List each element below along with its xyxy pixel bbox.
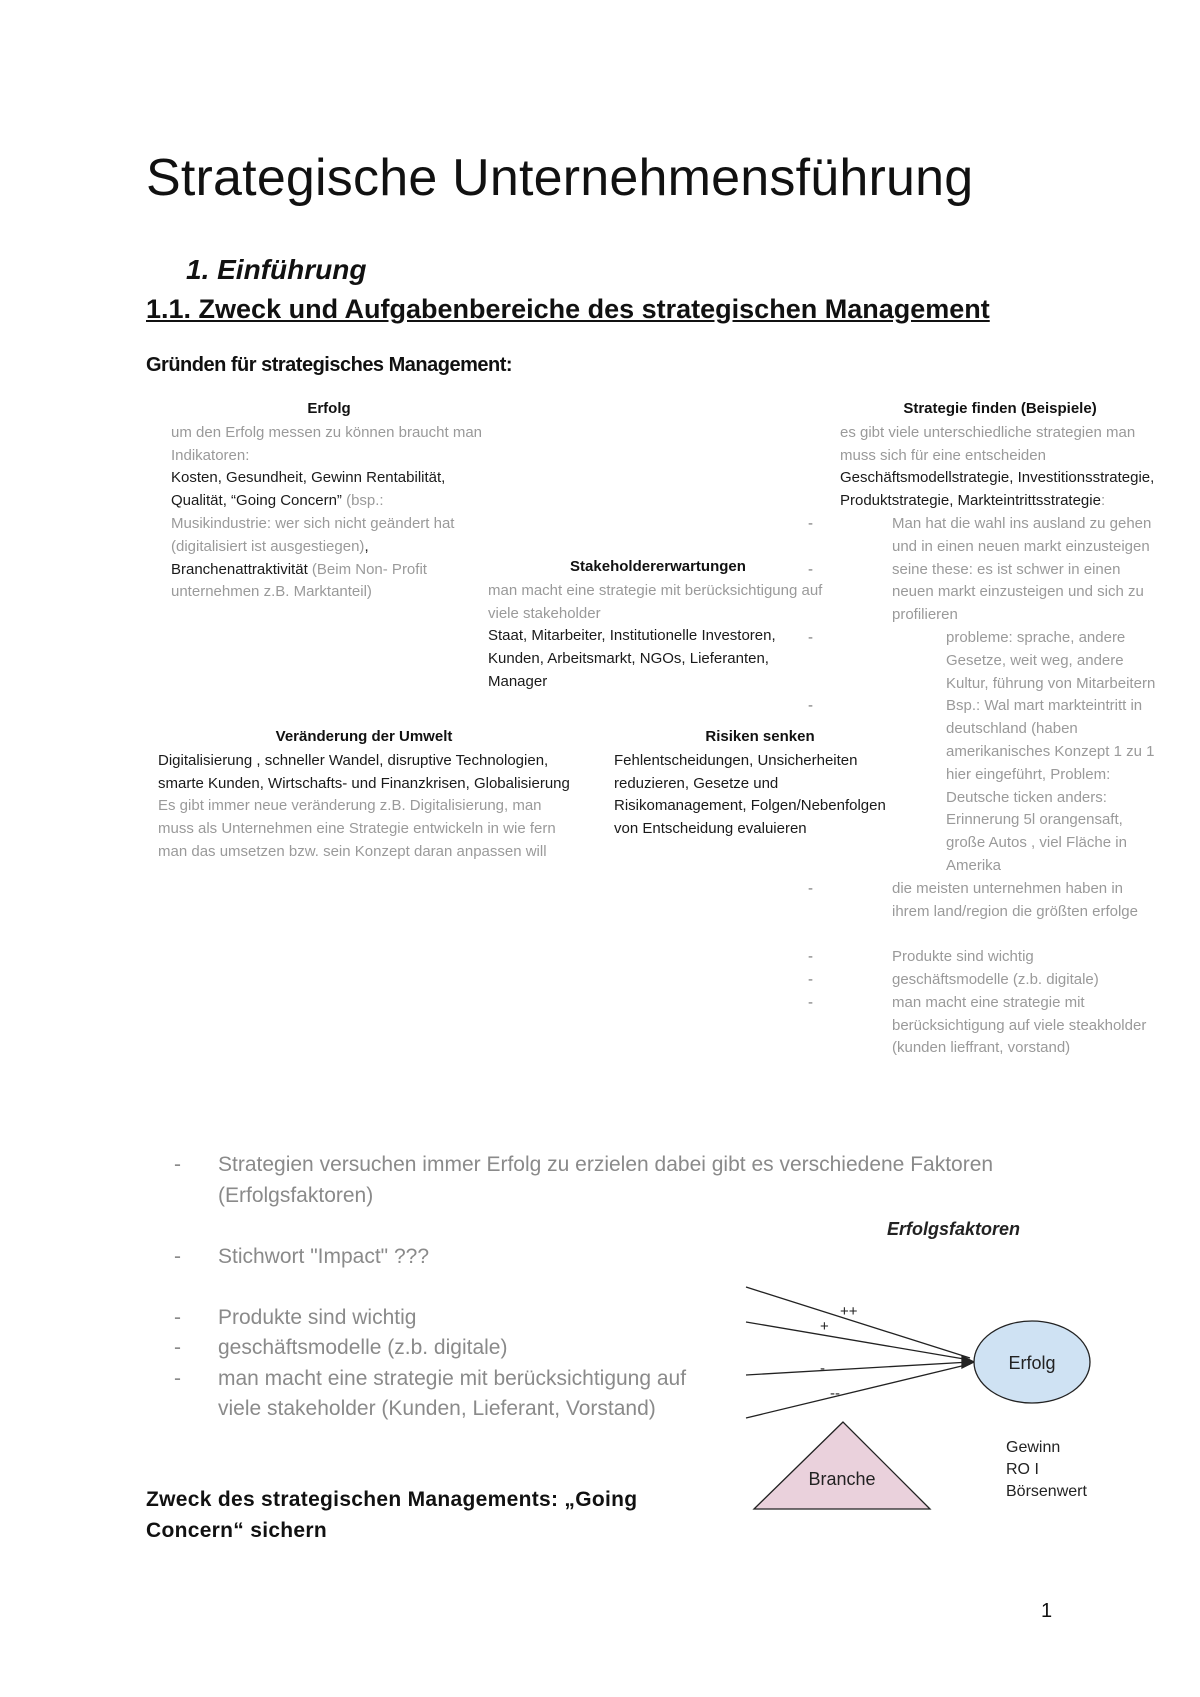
- strategie-text: [840, 467, 1160, 513]
- diagram-title: Erfolgsfaktoren: [887, 1219, 1021, 1239]
- stakeholder-items: Staat, Mitarbeiter, Institutionelle Investoren, Kunden, Arbeitsmarkt, NGOs, Lieferanten, Manager: [488, 627, 776, 690]
- list-item: - Stichwort "Impact" ???: [174, 1242, 1074, 1273]
- strategie-intro: es gibt viele unterschiedliche strategien man muss sich für eine entscheiden: [840, 423, 1136, 464]
- sign-double-minus: --: [830, 1385, 840, 1402]
- stakeholder-intro: man macht eine strategie mit berücksichtigung auf viele stakeholder: [488, 581, 823, 622]
- branche-triangle: [754, 1422, 930, 1509]
- purpose-statement: Zweck des strategischen Managements: „Going Concern“ sichern: [146, 1488, 638, 1542]
- factor-arrow: [746, 1364, 970, 1418]
- erfolg-note2: (Beim Non- Profit unternehmen z.B. Marktanteil): [171, 560, 427, 601]
- erfolg-items: Kosten, Gesundheit, Gewinn Rentabilität, Qualität, “Going Concern”: [171, 469, 446, 510]
- erfolg-comma: ,: [364, 537, 369, 555]
- strategie-items: Geschäftsmodellstrategie, Investitionsstrategie, Produktstrategie, Markteintrittsstrategie: [840, 469, 1155, 510]
- sign-minus: -: [820, 1360, 825, 1377]
- list-item: - die meisten unternehmen haben in ihrem land/region die größten erfolge: [840, 878, 1160, 924]
- umwelt-items: Digitalisierung , schneller Wandel, disruptive Technologien, smarte Kunden, Wirtschafts- und Finanzkrisen, Globalisierung: [158, 751, 570, 792]
- list-item: - probleme: sprache, andere Gesetze, weit weg, andere Kultur, führung von Mitarbeitern: [840, 627, 1160, 695]
- kpi-gewinn: Gewinn: [1006, 1439, 1061, 1456]
- erfolg-label: Erfolg: [1008, 1353, 1056, 1373]
- erfolg-note1: (bsp.: Musikindustrie: wer sich nicht geändert hat (digitalisiert ist ausgestiegen): [171, 492, 455, 555]
- umwelt-box: [158, 726, 570, 864]
- list-item: - geschäftsmodelle (z.b. digitale): [174, 1333, 718, 1364]
- erfolg-item2: Branchenattraktivität: [171, 560, 308, 578]
- branche-label: Branche: [808, 1469, 876, 1489]
- risiken-heading: Risiken senken: [705, 728, 815, 745]
- sign-plus: +: [820, 1318, 829, 1335]
- erfolg-text: [171, 467, 487, 604]
- umwelt-heading: Veränderung der Umwelt: [275, 728, 453, 745]
- strategie-colon: :: [1100, 492, 1106, 510]
- list-item: - Man hat die wahl ins ausland zu gehen und in einen neuen markt einzusteigen: [840, 513, 1160, 559]
- list-item: - Bsp.: Wal mart markteintritt in deutschland (haben amerikanisches Konzept 1 zu 1 hier eingeführt, Problem: Deutsche ticken anders: Erinnerung 5l orangensaft, große Autos , viel Fläche in Amerika: [840, 695, 1160, 877]
- list-item: - geschäftsmodelle (z.b. digitale): [840, 969, 1160, 992]
- list-item: - Produkte sind wichtig: [840, 946, 1160, 969]
- stakeholder-heading: Stakeholdererwartungen: [570, 558, 746, 575]
- erfolg-intro: um den Erfolg messen zu können braucht man Indikatoren:: [171, 423, 483, 464]
- kpi-roi: RO I: [1006, 1461, 1039, 1478]
- section-heading: 1.1. Zweck und Aufgabenbereiche des strategischen Management: [146, 294, 990, 324]
- erfolgsfaktoren-diagram: [740, 1215, 1120, 1515]
- list-item: - Strategien versuchen immer Erfolg zu erzielen dabei gibt es verschiedene Faktoren (Erfolgsfaktoren): [174, 1150, 1074, 1211]
- risiken-box: [614, 726, 906, 841]
- factor-arrow: [746, 1287, 970, 1358]
- chapter-heading: 1. Einführung: [186, 254, 367, 285]
- erfolg-box: [171, 398, 487, 604]
- risiken-items: Fehlentscheidungen, Unsicherheiten reduzieren, Gesetze und Risikomanagement, Folgen/Nebenfolgen von Entscheidung evaluieren: [614, 751, 886, 838]
- list-item: - Produkte sind wichtig: [174, 1303, 718, 1334]
- document-title: Strategische Unternehmensführung: [146, 149, 974, 207]
- factor-arrow: [746, 1322, 970, 1360]
- list-item: - seine these: es ist schwer in einen neuen markt einzusteigen und sich zu profilieren: [840, 559, 1160, 627]
- umwelt-note: Es gibt immer neue veränderung z.B. Digitalisierung, man muss als Unternehmen eine Strategie entwickeln in wie fern man das umsetzen bzw. sein Konzept daran anpassen will: [158, 797, 556, 860]
- factor-arrow: [746, 1362, 970, 1375]
- sign-double-plus: ++: [840, 1303, 858, 1320]
- kpi-boersenwert: Börsenwert: [1006, 1483, 1087, 1500]
- strategie-heading: Strategie finden (Beispiele): [903, 400, 1097, 417]
- page-number: 1: [1041, 1600, 1053, 1622]
- stakeholder-box: [488, 556, 828, 694]
- list-item: - man macht eine strategie mit berücksichtigung auf viele steakholder (kunden lieffrant, vorstand): [840, 992, 1160, 1060]
- list-item: - man macht eine strategie mit berücksichtigung auf viele stakeholder (Kunden, Lieferant, Vorstand): [174, 1364, 718, 1425]
- erfolg-heading: Erfolg: [307, 400, 351, 417]
- subheading: Gründen für strategisches Management:: [146, 354, 513, 376]
